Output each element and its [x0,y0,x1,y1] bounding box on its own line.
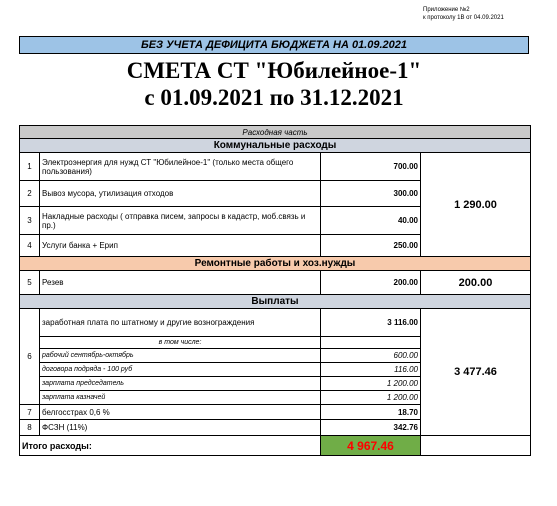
row-description: ФСЗН (11%) [40,420,321,436]
subrow-amount: 1 200.00 [321,391,421,405]
section-header: Расходная часть [20,126,531,139]
empty-cell [321,337,421,349]
row-amount: 342.76 [321,420,421,436]
subrow-amount: 600.00 [321,349,421,363]
row-number: 1 [20,153,40,181]
group-payments-total: 3 477.46 [421,309,531,436]
row-amount: 700.00 [321,153,421,181]
group-utilities-title: Коммунальные расходы [20,139,531,153]
row-description: Вывоз мусора, утилизация отходов [40,181,321,207]
row-number: 5 [20,271,40,295]
row-description: Электроэнергия для нужд СТ "Юбилейное-1" (только места общего пользования) [40,153,321,181]
row-amount: 3 116.00 [321,309,421,337]
row-amount: 300.00 [321,181,421,207]
including-label: в том числе: [40,337,321,349]
row-number: 3 [20,207,40,235]
row-number: 8 [20,420,40,436]
estimate-title: СМЕТА СТ "Юбилейное-1" [126,58,422,83]
row-number: 2 [20,181,40,207]
budget-banner: БЕЗ УЧЕТА ДЕФИЦИТА БЮДЖЕТА НА 01.09.2021 [19,36,529,54]
group-payments-title: Выплаты [20,295,531,309]
subrow-amount: 116.00 [321,363,421,377]
total-value: 4 967.46 [321,436,421,456]
subrow-amount: 1 200.00 [321,377,421,391]
row-amount: 250.00 [321,235,421,257]
row-number: 4 [20,235,40,257]
subrow-description: договора подряда - 100 руб [40,363,321,377]
subrow-description: зарплата председатель [40,377,321,391]
empty-cell [421,436,531,456]
group-repairs-total: 200.00 [421,271,531,295]
appendix-line-1: Приложение №2 [423,7,470,13]
group-utilities-total: 1 290.00 [421,153,531,257]
estimate-period: с 01.09.2021 по 31.12.2021 [144,85,404,110]
row-amount: 200.00 [321,271,421,295]
row-number: 7 [20,405,40,420]
row-number: 6 [20,309,40,405]
row-amount: 40.00 [321,207,421,235]
row-description: заработная плата по штатному и другие вознограждения [40,309,321,337]
total-label: Итого расходы: [20,436,321,456]
row-description: Резев [40,271,321,295]
row-description: белгосстрах 0,6 % [40,405,321,420]
row-description: Услуги банка + Ерип [40,235,321,257]
appendix-line-2: к протоколу 1В от 04.09.2021 [423,15,504,21]
row-description: Накладные расходы ( отправка писем, запросы в кадастр, моб.связь и пр.) [40,207,321,235]
row-amount: 18.70 [321,405,421,420]
subrow-description: зарплата казначей [40,391,321,405]
group-repairs-title: Ремонтные работы и хоз.нужды [20,257,531,271]
appendix-note [423,6,504,22]
subrow-description: рабочий сентябрь-октябрь [40,349,321,363]
expense-table [19,125,531,456]
